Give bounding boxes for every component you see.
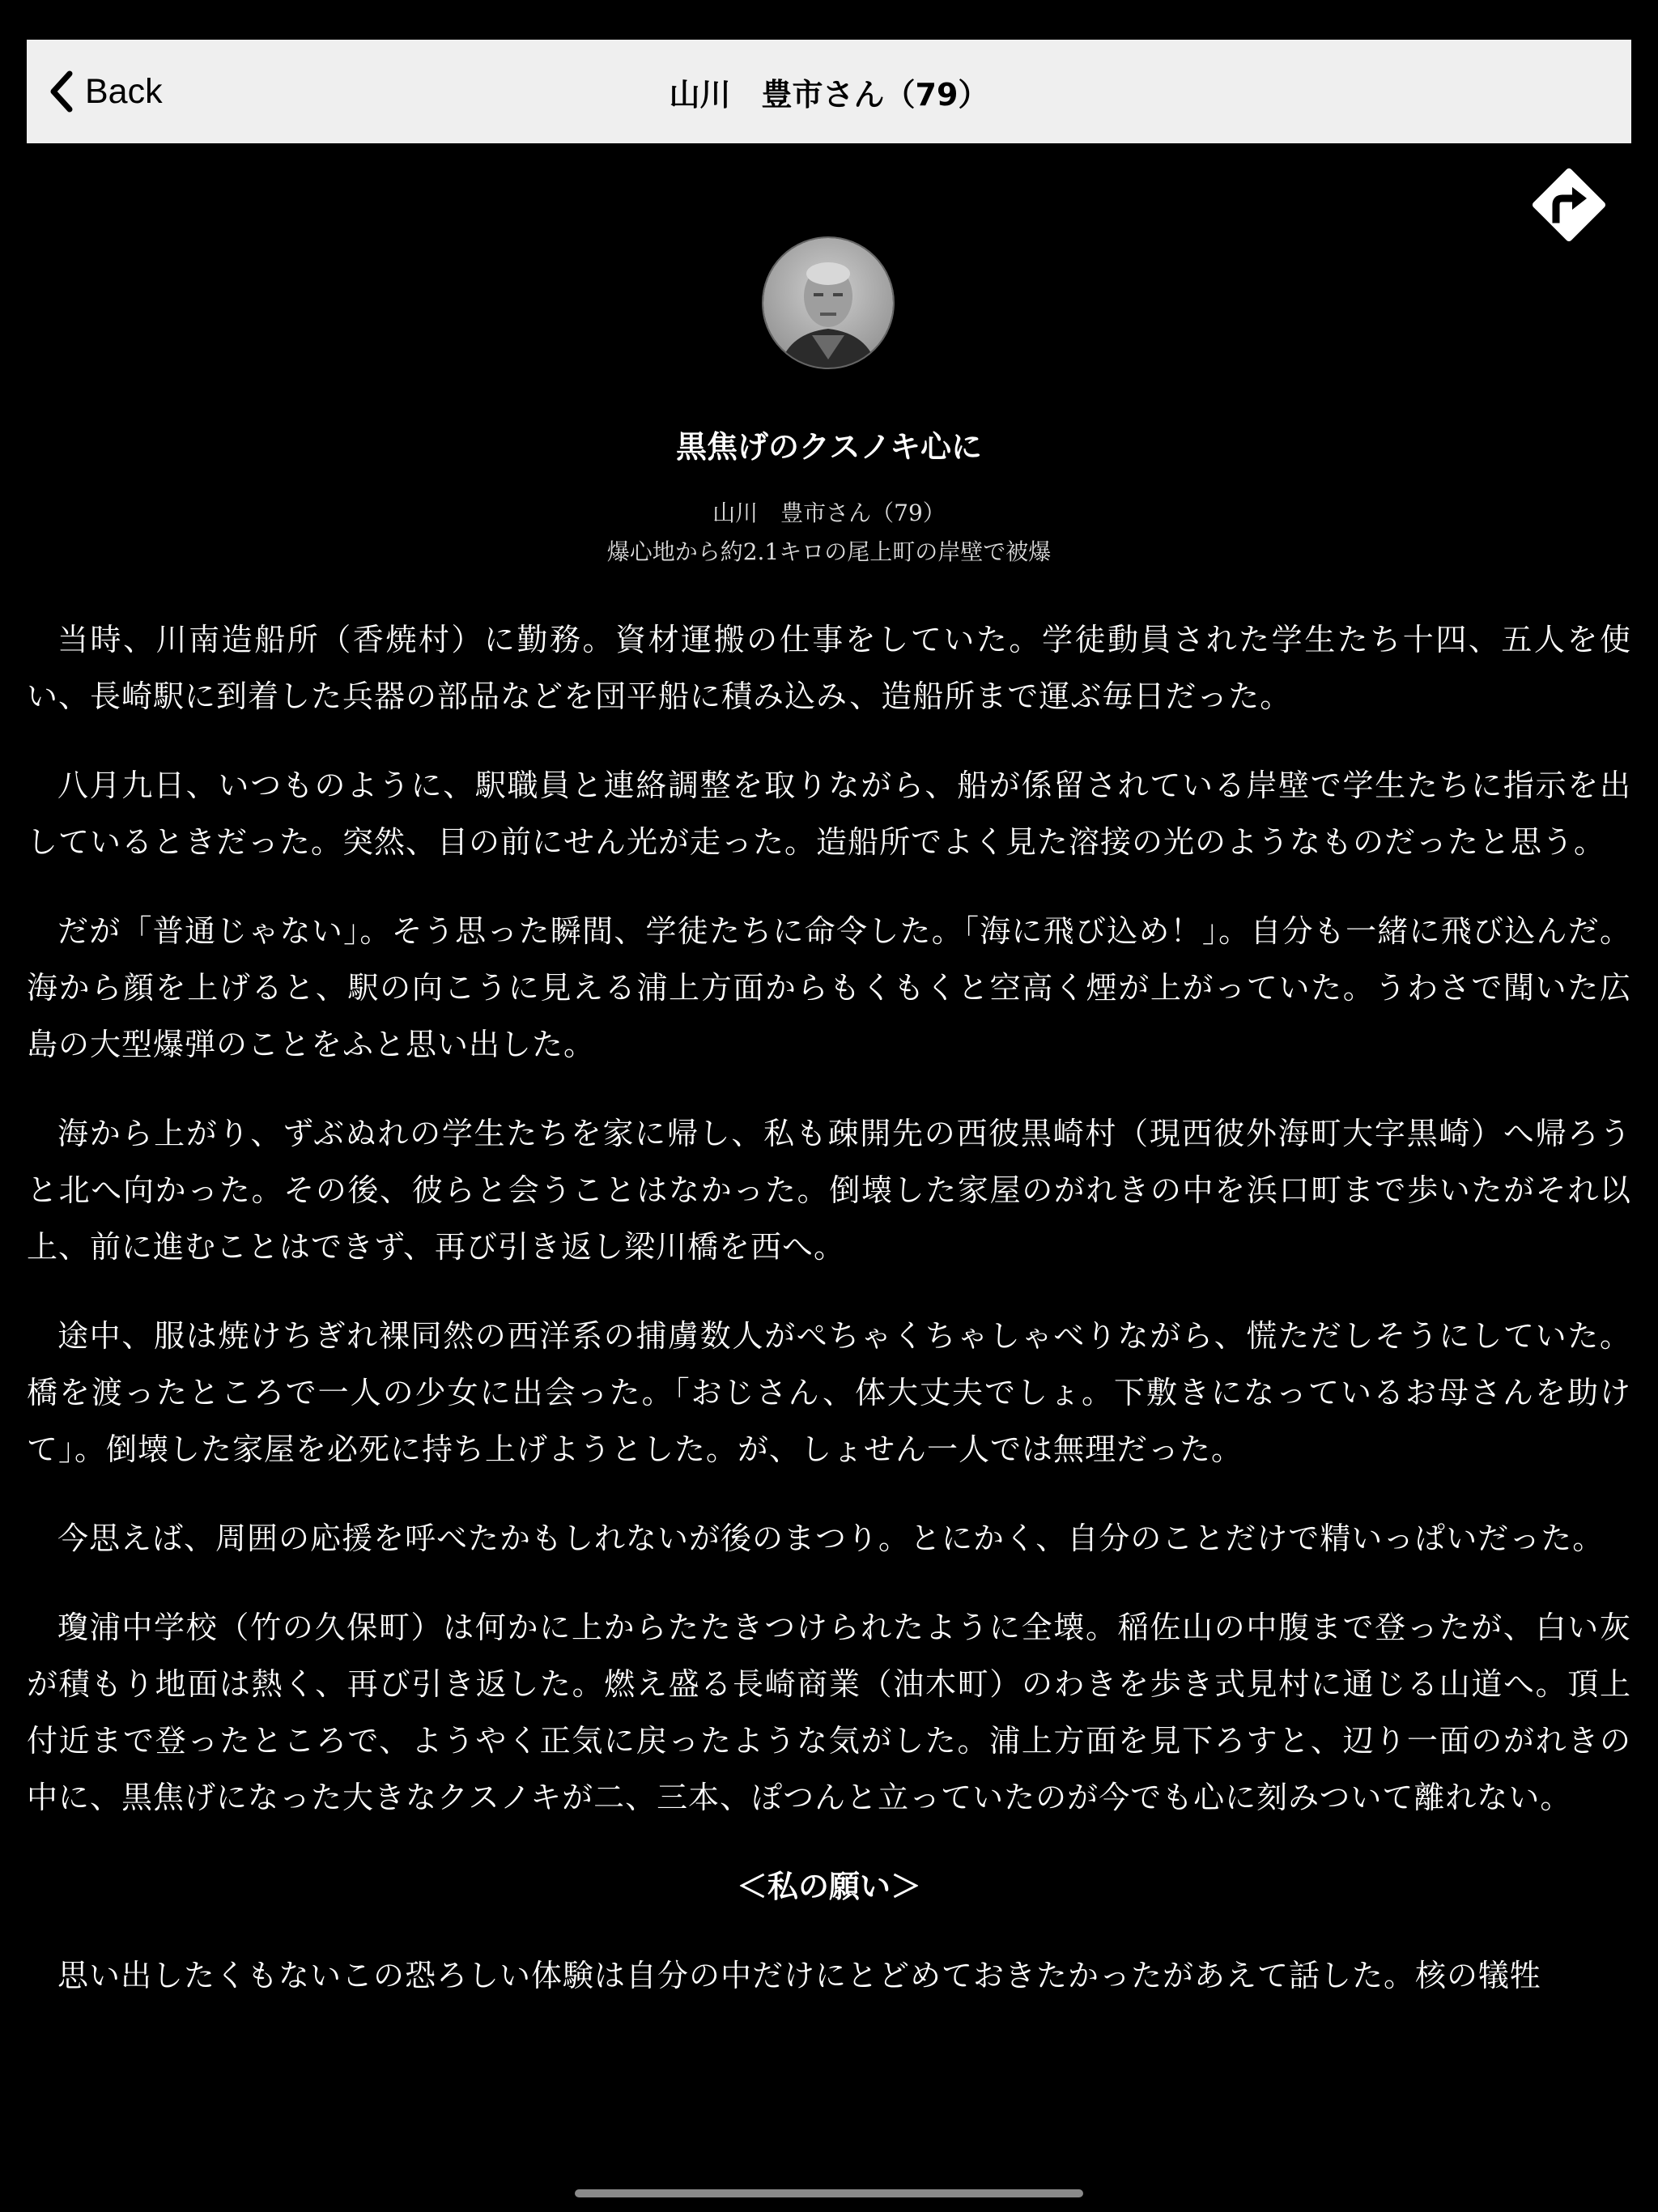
chevron-left-icon <box>49 70 74 113</box>
article-paragraph: 当時、川南造船所（香焼村）に勤務。資材運搬の仕事をしていた。学徒動員された学生たち十四、五人を使い、長崎駅に到着した兵器の部品などを団平船に積み込み、造船所まで運ぶ毎日だった。 <box>27 622 1631 714</box>
article-paragraph: 瓊浦中学校（竹の久保町）は何かに上からたたきつけられたように全壊。稲佐山の中腹まで登ったが、白い灰が積もり地面は熱く、再び引き返した。燃え盛る長崎商業（油木町）のわきを歩き式見村に通じる山道へ。頂上付近まで登ったところで、ようやく正気に戻ったような気がした。浦上方面を見下ろすと、辺り一面のがれきの中に、黒焦げになった大きなクスノキが二、三本、ぽつんと立っていたのが今でも心に刻みついて離れない。 <box>27 1610 1631 1815</box>
section-heading: ＜私の願い＞ <box>736 1868 921 1904</box>
avatar <box>762 236 895 369</box>
article-paragraph: 思い出したくもないこの恐ろしい体験は自分の中だけにとどめておきたかったがあえて話した。核の犠牲 <box>57 1958 1542 1993</box>
article-paragraph: 今思えば、周囲の応援を呼べたかもしれないが後のまつり。とにかく、自分のことだけで精いっぱいだった。 <box>57 1521 1605 1556</box>
turn-right-arrow-icon <box>1528 164 1609 245</box>
navigation-bar <box>27 40 1631 143</box>
article-paragraph: だが「普通じゃない」。そう思った瞬間、学徒たちに命令した。「海に飛び込め！」。自分も一緒に飛び込んだ。海から顔を上げると、駅の向こうに見える浦上方面からもくもくと空高く煙が上がっていた。うわさで聞いた広島の大型爆弾のことをふと思い出した。 <box>27 913 1631 1062</box>
article-paragraph: 八月九日、いつものように、駅職員と連絡調整を取りながら、船が係留されている岸壁で学生たちに指示を出しているときだった。突然、目の前にせん光が走った。造船所でよく見た溶接の光のようなものだったと思う。 <box>27 768 1631 860</box>
article-paragraph: 途中、服は焼けちぎれ裸同然の西洋系の捕虜数人がぺちゃくちゃしゃべりながら、慌ただしそうにしていた。橋を渡ったところで一人の少女に出会った。「おじさん、体大丈夫でしょ。下敷きになっているお母さんを助けて」。倒壊した家屋を必死に持ち上げようとした。が、しょせん一人では無理だった。 <box>27 1318 1631 1467</box>
article-paragraph: 海から上がり、ずぶぬれの学生たちを家に帰し、私も疎開先の西彼黒崎村（現西彼外海町大字黒崎）へ帰ろうと北へ向かった。その後、彼らと会うことはなかった。倒壊した家屋のがれきの中を浜口町まで歩いたがそれ以上、前に進むことはできず、再び引き返し梁川橋を西へ。 <box>27 1116 1631 1265</box>
home-indicator[interactable] <box>575 2189 1083 2197</box>
page-title: 山川 豊市さん（79） <box>669 76 989 113</box>
back-label: Back <box>85 71 163 111</box>
article-body <box>27 611 1631 2036</box>
byline-name: 山川 豊市さん（79） <box>712 500 946 526</box>
back-button[interactable] <box>49 40 163 143</box>
share-button[interactable] <box>1528 164 1609 245</box>
byline-location: 爆心地から約2.1キロの尾上町の岸壁で被爆 <box>606 538 1052 565</box>
article-headline: 黒焦げのクスノキ心に <box>675 429 983 465</box>
